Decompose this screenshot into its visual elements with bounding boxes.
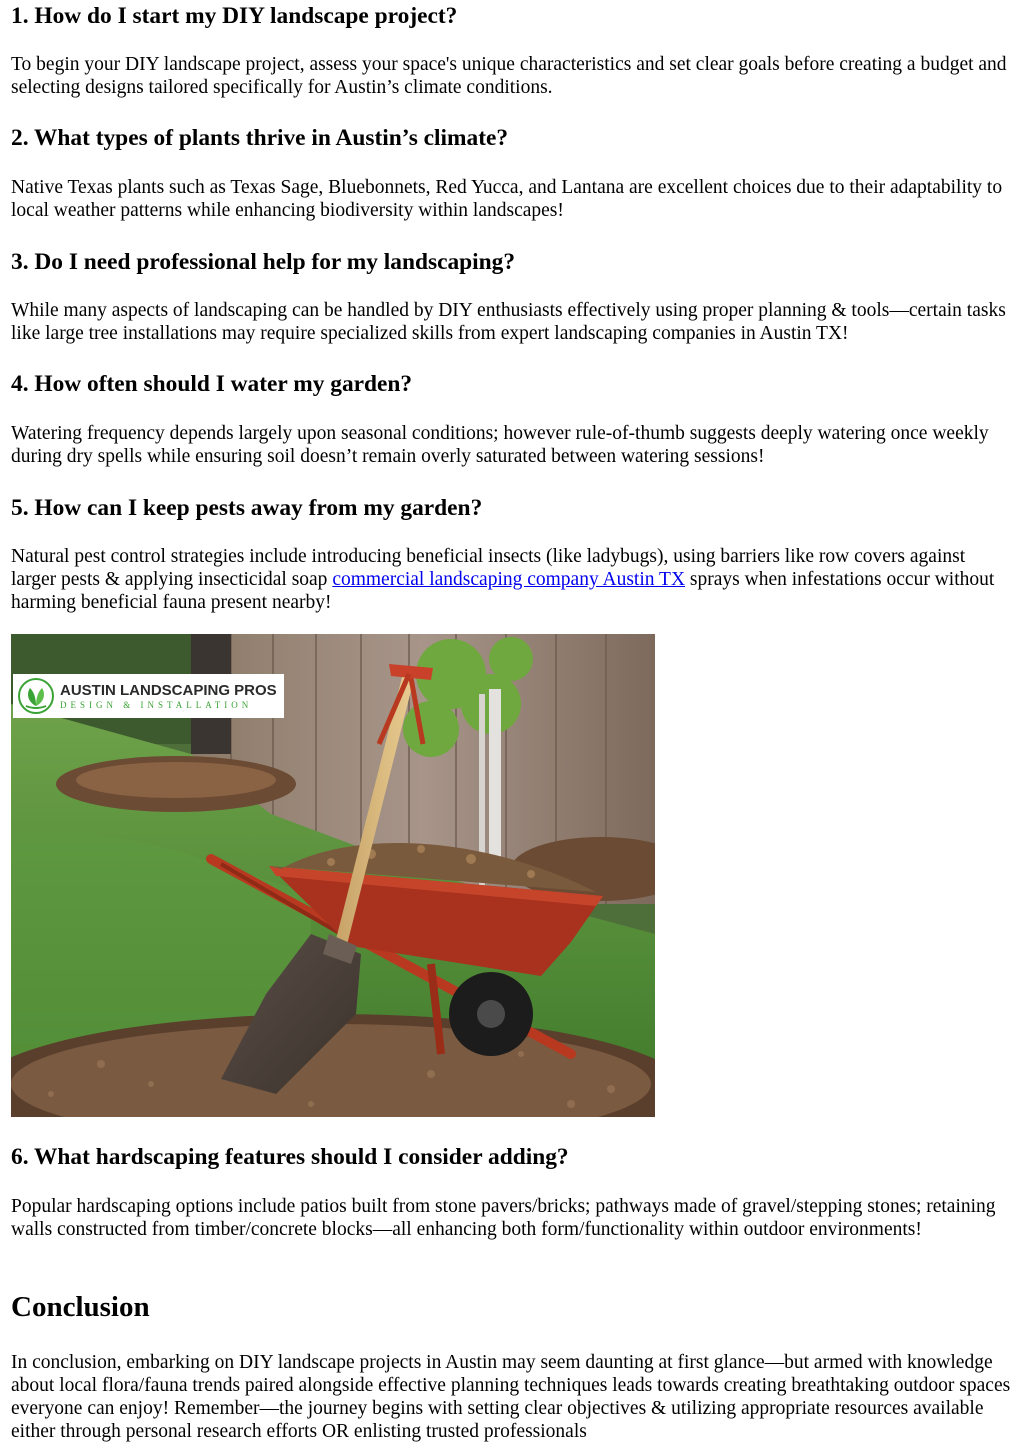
faq-answer-5-text-before: Natural pest control strategies include introducing beneficial insects (like ladybugs), using barriers like row covers against larger pests & applying insecticidal soap (11, 546, 966, 590)
faq-question-5: 5. How can I keep pests away from my garden? (11, 495, 483, 521)
leaf-logo-icon (16, 676, 56, 716)
faq-question-1: 1. How do I start my DIY landscape project? (11, 3, 458, 29)
faq-question-6: 6. What hardscaping features should I consider adding? (11, 1144, 569, 1170)
commercial-landscaping-link[interactable]: commercial landscaping company Austin TX (332, 569, 686, 590)
faq-answer-4: Watering frequency depends largely upon seasonal conditions; however rule-of-thumb suggests deeply watering once weekly during dry spells while ensuring soil doesn’t remain overly saturated between watering sessions! (11, 423, 989, 467)
brand-logo (13, 674, 284, 718)
faq-answer-5-text-after: sprays when infestations occur without harming beneficial fauna present nearby! (11, 569, 995, 613)
faq-answer-6: Popular hardscaping options include patios built from stone pavers/bricks; pathways made of gravel/stepping stones; retaining walls constructed from timber/concrete blocks—all enhancing both form/functionality within outdoor environments! (11, 1196, 996, 1240)
wheelbarrow-photo (11, 634, 655, 1117)
faq-answer-3: While many aspects of landscaping can be handled by DIY enthusiasts effectively using proper planning & tools—certain tasks like large tree installations may require specialized skills from expert landscaping companies in Austin TX! (11, 300, 1006, 344)
faq-question-2: 2. What types of plants thrive in Austin’s climate? (11, 125, 509, 151)
conclusion-text: In conclusion, embarking on DIY landscape projects in Austin may seem daunting at first glance—but armed with knowledge about local flora/fauna trends paired alongside effective planning techniques leads towards creating breathtaking outdoor spaces everyone can enjoy! Remember—the journey begins with setting clear objectives & utilizing appropriate resources available either through personal research efforts OR enlisting trusted professionals (11, 1352, 1011, 1442)
faq-answer-1: To begin your DIY landscape project, assess your space's unique characteristics and set clear goals before creating a budget and selecting designs tailored specifically for Austin’s climate conditions. (11, 54, 1007, 98)
faq-question-3: 3. Do I need professional help for my landscaping? (11, 249, 516, 275)
logo-title: AUSTIN LANDSCAPING PROS (60, 681, 277, 699)
faq-question-4: 4. How often should I water my garden? (11, 371, 413, 397)
faq-answer-5 (11, 545, 1013, 614)
faq-answer-2: Native Texas plants such as Texas Sage, Bluebonnets, Red Yucca, and Lantana are excellent choices due to their adaptability to local weather patterns while enhancing biodiversity within landscapes! (11, 177, 1003, 221)
logo-subtitle: DESIGN & INSTALLATION (60, 699, 253, 710)
conclusion-heading: Conclusion (11, 1291, 150, 1323)
